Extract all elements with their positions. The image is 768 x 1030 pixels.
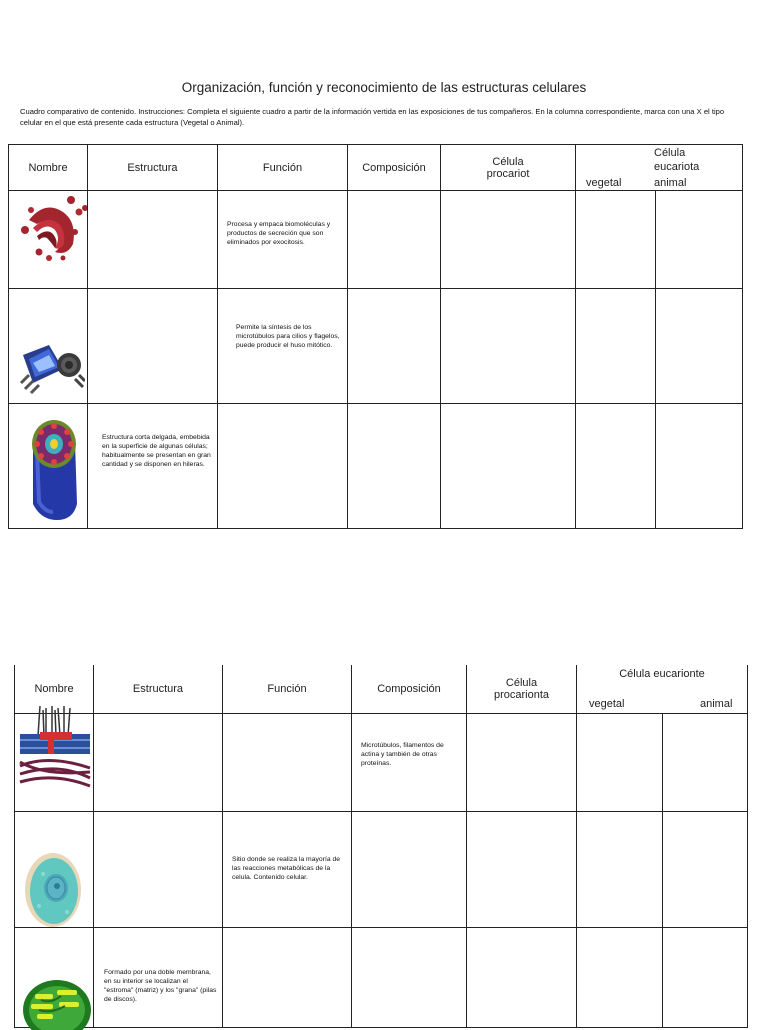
- header-funcion: Función: [223, 665, 352, 713]
- row-procariota-cell[interactable]: [441, 289, 576, 404]
- header-composicion: Composición: [348, 145, 441, 191]
- row-composicion-cell: [348, 404, 441, 529]
- table-header-row: [9, 145, 743, 191]
- row-animal-cell[interactable]: [663, 927, 748, 1027]
- header-eucariota-group: [576, 145, 743, 191]
- row-estructura-cell: [88, 191, 218, 289]
- row-vegetal-cell[interactable]: [576, 289, 656, 404]
- row-funcion-cell: Sitio donde se realiza la mayoría de las reacciones metabólicas de la celula. Contenido celular.: [223, 811, 352, 927]
- row-vegetal-cell[interactable]: [577, 811, 663, 927]
- row-funcion-cell: [223, 927, 352, 1027]
- row-estructura-cell: [88, 289, 218, 404]
- cytoskeleton-icon: [18, 706, 92, 792]
- header-vegetal: vegetal: [589, 698, 625, 710]
- chloroplast-icon: [21, 970, 91, 1030]
- row-image-cell: [9, 191, 88, 289]
- row-procariota-cell[interactable]: [467, 927, 577, 1027]
- row-animal-cell[interactable]: [663, 811, 748, 927]
- row-animal-cell[interactable]: [656, 404, 743, 529]
- row-image-cell: [15, 713, 94, 811]
- cell-cytoplasm-icon: [23, 850, 83, 930]
- row-image-cell: [9, 289, 88, 404]
- comparison-table-2: [14, 665, 748, 1028]
- row-estructura-cell: [94, 713, 223, 811]
- header-procariota: Célula procariot: [441, 145, 576, 191]
- row-composicion-cell: [352, 811, 467, 927]
- row-funcion-cell: Procesa y empaca biomoléculas y productos de secreción que son eliminados por exocitosis.: [218, 191, 348, 289]
- header-animal: animal: [654, 177, 687, 189]
- table-header-row: [15, 665, 748, 713]
- row-composicion-cell: Microtúbulos, filamentos de actina y también de otras proteínas.: [352, 713, 467, 811]
- row-estructura-cell: [94, 811, 223, 927]
- row-procariota-cell[interactable]: [467, 811, 577, 927]
- row-composicion-cell: [352, 927, 467, 1027]
- row-procariota-cell[interactable]: [441, 404, 576, 529]
- header-composicion: Composición: [352, 665, 467, 713]
- header-funcion: Función: [218, 145, 348, 191]
- header-procariota: Célula procarionta: [467, 665, 577, 713]
- header-eucariota: Célula eucarionte: [619, 668, 705, 680]
- header-nombre: Nombre: [9, 145, 88, 191]
- header-nombre: Nombre: [15, 665, 94, 713]
- row-estructura-cell: Formado por una doble membrana, en su interior se localizan el "estroma" (matriz) y los "grana" (pilas de discos).: [94, 927, 223, 1027]
- instructions-text: Cuadro comparativo de contenido. Instrucciones: Completa el siguiente cuadro a partir de la información vertida en las exposiciones de tus compañeros. En la columna correspondiente, marca con una X el tipo celular en el que está presente cada estructura (Vegetal o Animal).: [20, 107, 725, 127]
- table-row: [15, 713, 748, 811]
- table-row: [9, 191, 743, 289]
- row-animal-cell[interactable]: [656, 289, 743, 404]
- row-animal-cell[interactable]: [656, 191, 743, 289]
- row-vegetal-cell[interactable]: [577, 927, 663, 1027]
- header-animal: animal: [700, 698, 733, 710]
- header-eucariota-group: [577, 665, 748, 713]
- row-procariota-cell[interactable]: [441, 191, 576, 289]
- golgi-apparatus-icon: [15, 192, 87, 264]
- table-row: [15, 927, 748, 1027]
- table-row: [9, 404, 743, 529]
- cilia-cross-section-icon: [27, 412, 81, 522]
- row-vegetal-cell[interactable]: [577, 713, 663, 811]
- row-funcion-cell: [223, 713, 352, 811]
- header-estructura: Estructura: [94, 665, 223, 713]
- table-row: [15, 811, 748, 927]
- row-funcion-cell: Permite la síntesis de los microtúbulos para cilios y flagelos, puede producir el huso mitótico.: [218, 289, 348, 404]
- row-composicion-cell: [348, 289, 441, 404]
- row-vegetal-cell[interactable]: [576, 191, 656, 289]
- header-vegetal: vegetal: [586, 177, 622, 189]
- row-image-cell: [15, 811, 94, 927]
- row-estructura-cell: Estructura corta delgada, embebida en la superficie de algunas células; habitualmente se presentan en gran cantidad y se disponen en hileras.: [88, 404, 218, 529]
- comparison-table-1: [8, 144, 743, 529]
- row-procariota-cell[interactable]: [467, 713, 577, 811]
- row-funcion-cell: [218, 404, 348, 529]
- header-estructura: Estructura: [88, 145, 218, 191]
- header-eucariota: Célula eucariota: [654, 147, 700, 173]
- table-row: [9, 289, 743, 404]
- row-image-cell: [15, 927, 94, 1027]
- centrioles-icon: [19, 339, 85, 395]
- row-animal-cell[interactable]: [663, 713, 748, 811]
- row-vegetal-cell[interactable]: [576, 404, 656, 529]
- row-image-cell: [9, 404, 88, 529]
- row-composicion-cell: [348, 191, 441, 289]
- page-title: Organización, función y reconocimiento de las estructuras celulares: [181, 80, 587, 95]
